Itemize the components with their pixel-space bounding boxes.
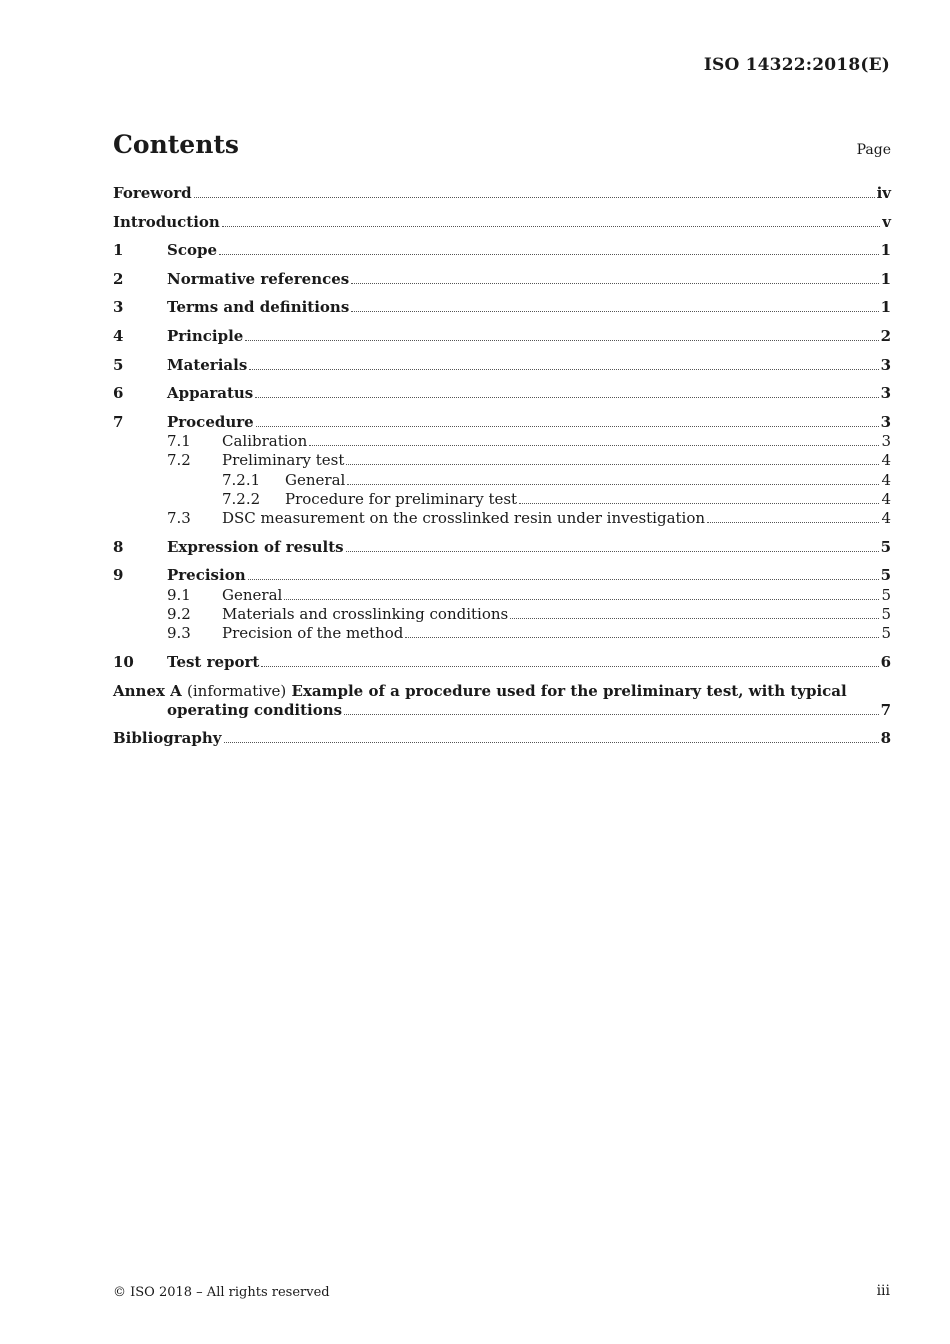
toc-entry-title: Calibration	[222, 432, 308, 451]
toc-entry-page: 8	[880, 729, 891, 748]
toc-entry-title: General	[285, 470, 346, 489]
toc-entry-terms-and-definitions[interactable]	[113, 298, 891, 317]
toc-entry-page: 6	[880, 652, 891, 671]
dot-leader	[346, 538, 879, 552]
page-column-label: Page	[856, 142, 891, 158]
toc-entry-procedure-for-preliminary-test[interactable]	[113, 490, 891, 509]
dot-leader	[405, 624, 879, 638]
toc-entry-page: 1	[880, 298, 891, 317]
toc-entry-title: Test report	[167, 652, 260, 671]
toc-entry-title: Precision of the method	[222, 624, 404, 643]
dot-leader	[194, 184, 875, 198]
toc-entry-procedure[interactable]	[113, 413, 891, 432]
toc-entry-page: 3	[880, 412, 891, 431]
toc-entry-page: iv	[876, 184, 891, 202]
toc-entry-preliminary-test[interactable]	[113, 451, 891, 470]
toc-entry-title: Expression of results	[167, 537, 344, 556]
toc-entry-title: Scope	[167, 241, 218, 260]
toc-entry-precision-of-method[interactable]	[113, 624, 891, 643]
toc-entry-number: 6	[113, 384, 124, 403]
toc-entry-number: 7.2.1	[222, 470, 261, 489]
toc-entry-page: v	[882, 212, 891, 231]
toc-entry-title: Introduction	[113, 212, 220, 231]
dot-leader	[256, 413, 879, 427]
toc-entry-number: 7.3	[167, 509, 191, 528]
document-identifier: ISO 14322:2018(E)	[703, 55, 890, 75]
toc-entry-normative-references[interactable]	[113, 270, 891, 289]
toc-entry-title: Bibliography	[113, 729, 222, 748]
dot-leader	[351, 298, 878, 312]
toc-entry-title: Foreword	[113, 184, 192, 202]
toc-entry-title: Apparatus	[167, 384, 254, 403]
dot-leader	[222, 213, 880, 227]
toc-entry-number: 9.3	[167, 624, 191, 643]
toc-entry-page: 3	[880, 384, 891, 403]
annex-type: (informative)	[187, 681, 287, 700]
toc-entry-number: 7.2.2	[222, 489, 261, 508]
dot-leader	[224, 729, 879, 743]
toc-entry-number: 7.2	[167, 451, 191, 470]
dot-leader	[347, 471, 879, 485]
dot-leader	[245, 327, 878, 341]
toc-entry-scope[interactable]	[113, 241, 891, 260]
toc-entry-page: 5	[880, 566, 891, 585]
copyright-notice: © ISO 2018 – All rights reserved	[113, 1285, 330, 1300]
dot-leader	[248, 566, 879, 580]
page-number: iii	[876, 1283, 890, 1299]
toc-entry-title: Preliminary test	[222, 451, 345, 470]
dot-leader	[351, 270, 878, 284]
toc-entry-number: 9.2	[167, 605, 191, 624]
toc-entry-page: 5	[881, 624, 891, 643]
toc-entry-number: 9.1	[167, 585, 191, 604]
toc-entry-title: Principle	[167, 326, 244, 345]
toc-entry-title: Materials and crosslinking conditions	[222, 605, 509, 624]
toc-entry-title: Normative references	[167, 269, 350, 288]
toc-entry-calibration[interactable]	[113, 432, 891, 451]
toc-entry-test-report[interactable]	[113, 653, 891, 672]
toc-entry-title: DSC measurement on the crosslinked resin under investigation	[222, 509, 706, 528]
toc-entry-materials-and-crosslinking[interactable]	[113, 605, 891, 624]
toc-entry-number: 1	[113, 241, 124, 260]
annex-title-line2: operating conditions	[167, 700, 343, 719]
dot-leader	[219, 241, 879, 255]
toc-entry-page: 5	[881, 585, 891, 604]
toc-entry-page: 1	[880, 269, 891, 288]
toc-entry-preliminary-general[interactable]	[113, 471, 891, 490]
toc-entry-number: 7	[113, 412, 124, 431]
toc-entry-page: 3	[880, 355, 891, 374]
toc-entry-annex-a[interactable]	[113, 682, 891, 701]
toc-entry-precision[interactable]	[113, 566, 891, 585]
dot-leader	[255, 384, 878, 398]
toc-entry-page: 4	[881, 451, 891, 470]
dot-leader	[309, 432, 879, 446]
toc-entry-number: 3	[113, 298, 124, 317]
toc-entry-number: 8	[113, 537, 124, 556]
toc-entry-introduction[interactable]	[113, 213, 891, 232]
toc-entry-number: 2	[113, 269, 124, 288]
annex-label: Annex A	[113, 681, 182, 700]
toc-entry-apparatus[interactable]	[113, 384, 891, 403]
toc-entry-expression-of-results[interactable]	[113, 538, 891, 557]
toc-entry-page: 4	[881, 489, 891, 508]
toc-entry-page: 5	[880, 537, 891, 556]
table-of-contents	[113, 184, 891, 749]
toc-entry-number: 7.1	[167, 432, 191, 451]
toc-entry-title: Precision	[167, 566, 246, 585]
contents-title: Contents	[113, 130, 240, 159]
toc-entry-bibliography[interactable]	[113, 729, 891, 748]
toc-entry-number: 5	[113, 355, 124, 374]
toc-entry-title: Materials	[167, 355, 248, 374]
toc-entry-title: Terms and definitions	[167, 298, 350, 317]
toc-entry-principle[interactable]	[113, 327, 891, 346]
annex-a-heading	[113, 682, 847, 701]
toc-entry-materials[interactable]	[113, 356, 891, 375]
toc-entry-title: General	[222, 585, 283, 604]
dot-leader	[346, 451, 879, 465]
toc-entry-page: 4	[881, 509, 891, 528]
dot-leader	[344, 701, 878, 715]
toc-entry-title: Procedure for preliminary test	[285, 489, 518, 508]
toc-entry-title: Procedure	[167, 412, 254, 431]
toc-entry-number: 9	[113, 566, 124, 585]
toc-entry-number: 10	[113, 652, 134, 671]
toc-entry-precision-general[interactable]	[113, 586, 891, 605]
dot-leader	[519, 490, 879, 504]
dot-leader	[510, 605, 879, 619]
contents-header	[113, 130, 891, 166]
dot-leader	[249, 356, 878, 370]
toc-entry-page: 3	[881, 432, 891, 451]
dot-leader	[261, 653, 878, 667]
toc-entry-dsc-measurement[interactable]	[113, 509, 891, 528]
toc-entry-page: 4	[881, 470, 891, 489]
toc-entry-number: 4	[113, 326, 124, 345]
toc-entry-foreword[interactable]	[113, 184, 891, 203]
dot-leader	[284, 586, 879, 600]
toc-entry-page: 1	[880, 241, 891, 260]
toc-entry-page: 7	[880, 700, 891, 719]
toc-entry-page: 2	[880, 326, 891, 345]
dot-leader	[707, 509, 879, 523]
annex-title-line1: Example of a procedure used for the preliminary test, with typical	[291, 681, 847, 700]
toc-entry-page: 5	[881, 605, 891, 624]
toc-entry-annex-a-continued[interactable]	[113, 701, 891, 720]
